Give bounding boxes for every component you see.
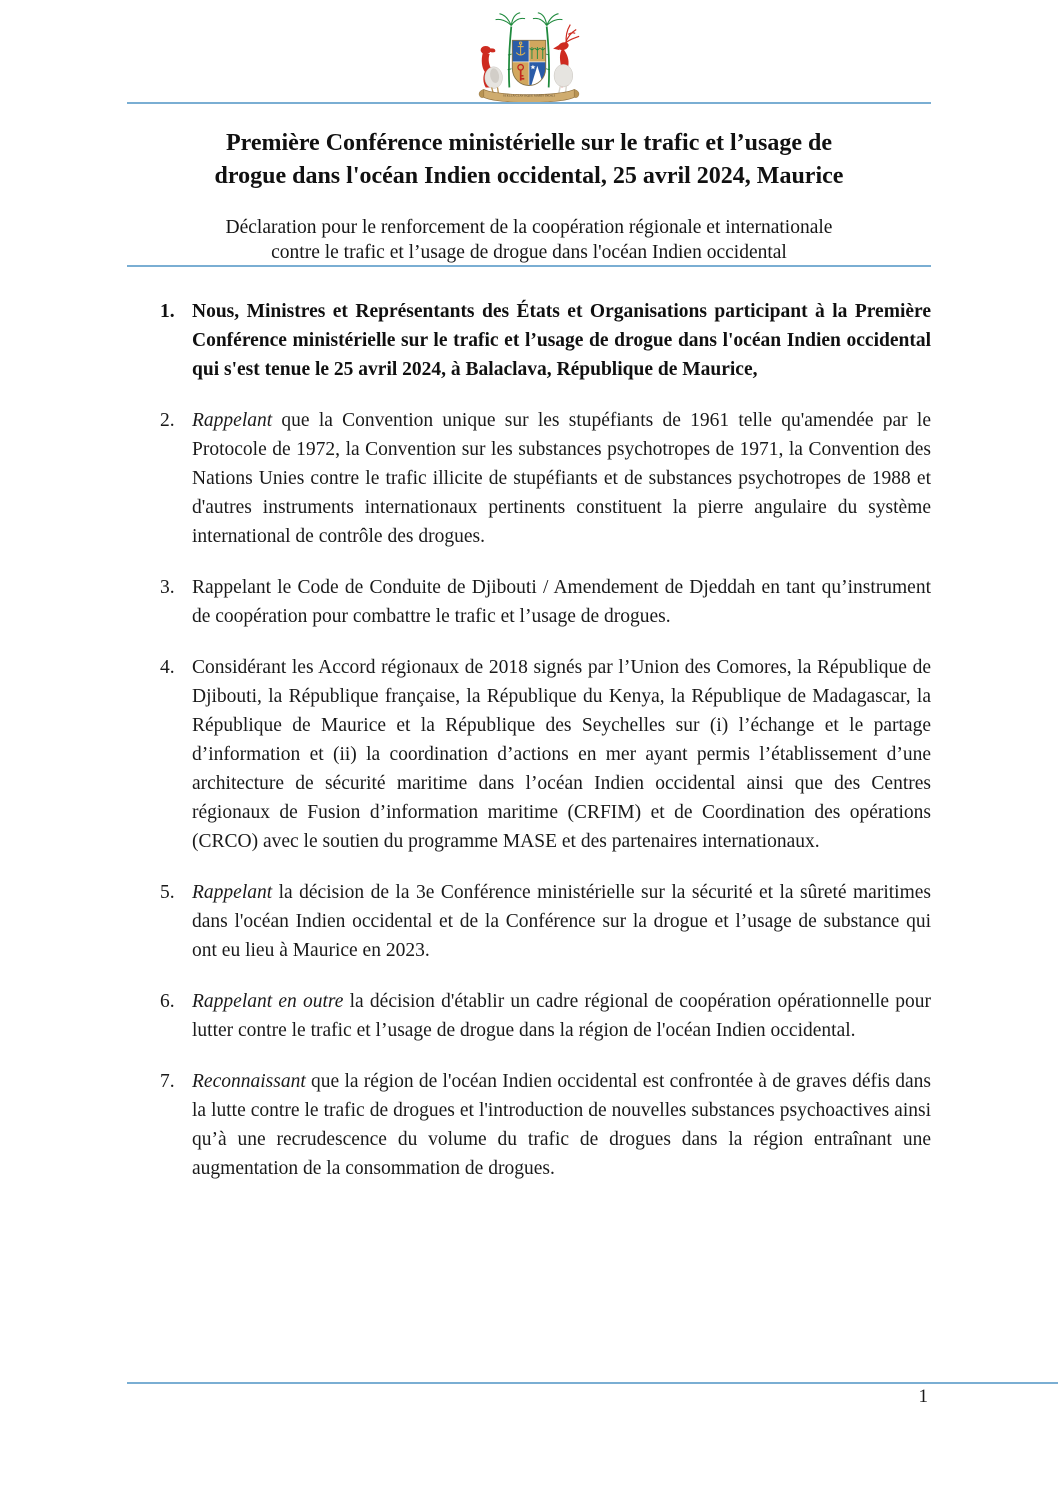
paragraph-lead: Rappelant bbox=[192, 882, 273, 903]
subtitle-line-1: Déclaration pour le renforcement de la coopération régionale et internationale bbox=[225, 217, 833, 238]
mauritius-coat-of-arms bbox=[470, 10, 588, 102]
paragraph-number: 2. bbox=[160, 410, 175, 431]
paragraph-text bbox=[192, 878, 931, 965]
paragraph-text bbox=[192, 297, 931, 384]
document-subtitle bbox=[127, 215, 931, 265]
paragraph-number: 6. bbox=[160, 991, 175, 1012]
paragraph-body: la décision de la 3e Conférence ministérielle sur la sécurité et la sûreté maritimes dans l'océan Indien occidental et de la Conférence sur la drogue et l’usage de substance qui ont eu lieu à Maurice en 2023. bbox=[192, 882, 931, 961]
paragraph-body: la décision d'établir un cadre régional de coopération opérationnelle pour lutter contre le trafic et l’usage de drogue dans la région de l'océan Indien occidental. bbox=[192, 991, 931, 1041]
paragraph-body: que la Convention unique sur les stupéfiants de 1961 telle qu'amendée par le Protocole de 1972, la Convention sur les substances psychotropes de 1971, la Convention des Nations Unies contre le trafic illicite de stupéfiants et de substances psychotropes de 1988 et d'autres instruments internationaux pertinents constituent la pierre angulaire du système international de contrôle des drogues. bbox=[192, 410, 931, 547]
paragraph-body: que la région de l'océan Indien occidental est confrontée à de graves défis dans la lutte contre le trafic de drogues et l'introduction de nouvelles substances psychoactives ainsi qu’à une recrudescence du volume du trafic de drogues dans la région entraînant une augmentation de la consommation de drogues. bbox=[192, 1071, 931, 1179]
paragraph-list bbox=[127, 297, 931, 1183]
paragraph-number: 4. bbox=[160, 657, 175, 678]
paragraph-lead: Rappelant en outre bbox=[192, 991, 344, 1012]
shield bbox=[512, 40, 545, 85]
subtitle-line-2: contre le trafic et l’usage de drogue dans l'océan Indien occidental bbox=[271, 242, 787, 263]
dodo-supporter bbox=[481, 46, 503, 94]
paragraph-item-3 bbox=[127, 573, 931, 631]
paragraph-number: 3. bbox=[160, 577, 175, 598]
paragraph-item-1 bbox=[127, 297, 931, 384]
paragraph-body: Rappelant le Code de Conduite de Djibouti / Amendement de Djeddah en tant qu’instrument de coopération pour combattre le trafic et l’usage de drogues. bbox=[192, 577, 931, 627]
paragraph-text bbox=[192, 653, 931, 856]
title-line-1: Première Conférence ministérielle sur le trafic et l’usage de bbox=[225, 130, 832, 156]
paragraph-number: 5. bbox=[160, 882, 175, 903]
top-divider-rule bbox=[127, 102, 931, 104]
page-number: 1 bbox=[918, 1386, 928, 1407]
paragraph-lead: Reconnaissant bbox=[192, 1071, 306, 1092]
paragraph-item-5 bbox=[127, 878, 931, 965]
motto-scroll bbox=[479, 89, 579, 102]
paragraph-number: 7. bbox=[160, 1071, 175, 1092]
document-content bbox=[127, 0, 931, 1183]
paragraph-number: 1. bbox=[160, 301, 175, 322]
title-line-2: drogue dans l'océan Indien occidental, 25 avril 2024, Maurice bbox=[214, 163, 844, 189]
paragraph-item-7 bbox=[127, 1067, 931, 1183]
paragraph-item-2 bbox=[127, 406, 931, 551]
paragraph-body: Nous, Ministres et Représentants des États et Organisations participant à la Première Conférence ministérielle sur le trafic et l’usage de drogue dans l'océan Indien occidental qui s'est tenue le 25 avril 2024, à Balaclava, République de Maurice, bbox=[192, 301, 931, 380]
deer-supporter bbox=[553, 25, 579, 95]
footer-divider-rule bbox=[127, 1382, 1058, 1384]
paragraph-text bbox=[192, 406, 931, 551]
palm-trees-charge bbox=[529, 47, 545, 59]
page-title bbox=[127, 127, 931, 193]
paragraph-body: Considérant les Accord régionaux de 2018 signés par l’Union des Comores, la République de Djibouti, la République française, la République du Kenya, la République de Madagascar, la République de Maurice et la République des Seychelles sur (i) l’échange et le partage d’information et (ii) la coordination d’actions en mer ayant permis l’établissement d’une architecture de sécurité maritime dans l’océan Indien occidental ainsi que des Centres régionaux de Fusion d’information maritime (CRFIM) et de Coordination des opérations (CRCO) avec le soutien du programme MASE et des partenaires internationaux. bbox=[192, 657, 931, 852]
paragraph-lead: Rappelant bbox=[192, 410, 273, 431]
motto-text: STELLA CLAVISQUE MARIS INDICI bbox=[503, 93, 555, 98]
subtitle-divider-rule bbox=[127, 265, 931, 267]
paragraph-text bbox=[192, 573, 931, 631]
paragraph-text bbox=[192, 987, 931, 1045]
paragraph-item-4 bbox=[127, 653, 931, 856]
paragraph-item-6 bbox=[127, 987, 931, 1045]
paragraph-text bbox=[192, 1067, 931, 1183]
